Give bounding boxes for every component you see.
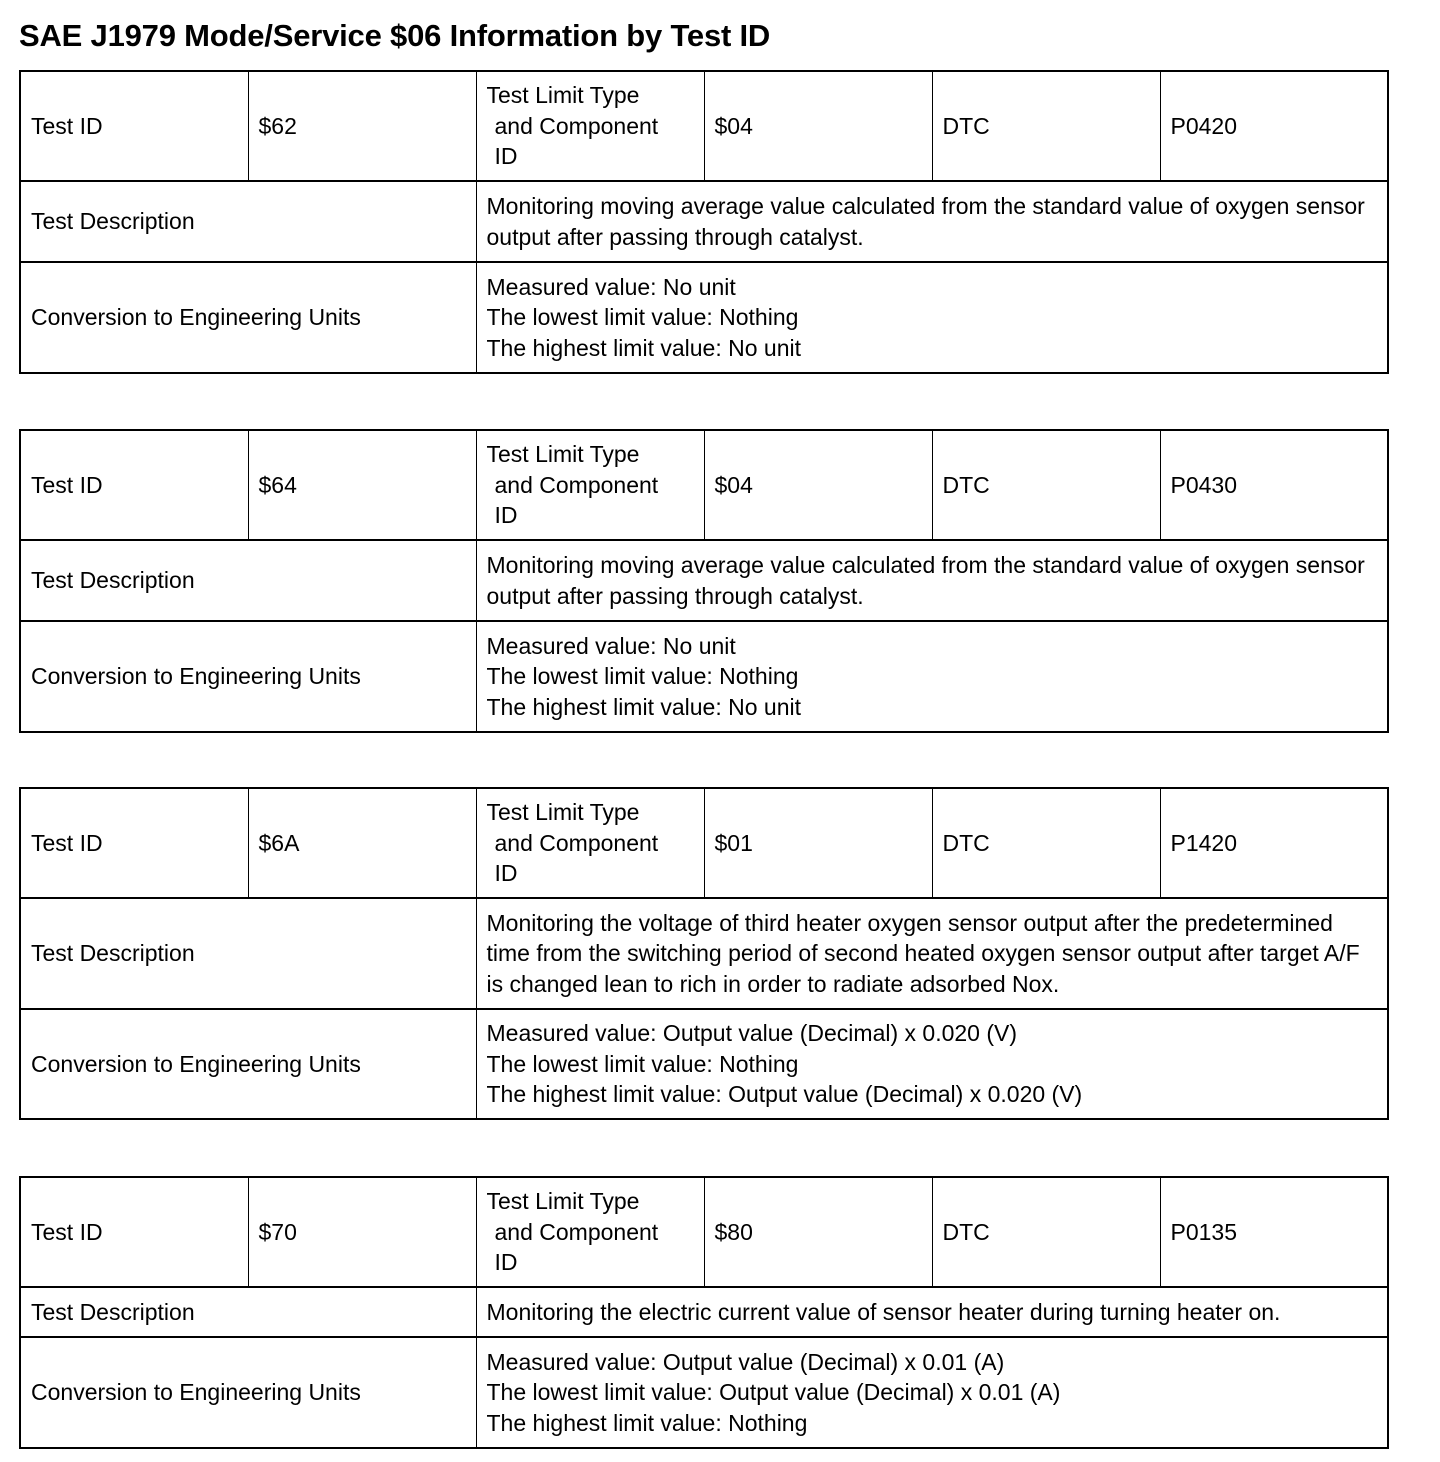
measured-value: Measured value: No unit (486, 273, 736, 300)
test-id-value: $64 (248, 430, 476, 540)
table-row-description (20, 898, 1388, 1009)
conversion-value (476, 621, 1388, 732)
dtc-label: DTC (932, 71, 1160, 181)
highest-limit: The highest limit value: No unit (486, 334, 801, 361)
lowest-limit: The lowest limit value: Nothing (486, 663, 799, 690)
test-id-label: Test ID (20, 1177, 248, 1287)
test-id-label: Test ID (20, 71, 248, 181)
measured-value: Measured value: Output value (Decimal) x 0.01 (A) (486, 1348, 1005, 1375)
conversion-label: Conversion to Engineering Units (20, 1337, 476, 1448)
table-row-header (20, 788, 1388, 898)
highest-limit: The highest limit value: No unit (486, 693, 801, 720)
table-row-description (20, 1287, 1388, 1337)
conversion-value (476, 262, 1388, 373)
table-row-conversion (20, 1337, 1388, 1448)
page-title: SAE J1979 Mode/Service $06 Information by Test ID (19, 18, 771, 53)
dtc-value: P0135 (1160, 1177, 1388, 1287)
highest-limit: The highest limit value: Output value (Decimal) x 0.020 (V) (486, 1081, 1083, 1108)
conversion-label: Conversion to Engineering Units (20, 1009, 476, 1119)
measured-value: Measured value: No unit (486, 632, 736, 659)
limit-type-value: $04 (704, 430, 932, 540)
test-id-table-3 (19, 787, 1389, 1120)
test-description-label: Test Description (20, 898, 476, 1009)
dtc-value: P1420 (1160, 788, 1388, 898)
dtc-label: DTC (932, 788, 1160, 898)
highest-limit: The highest limit value: Nothing (486, 1409, 808, 1436)
conversion-value (476, 1337, 1388, 1448)
table-row-header (20, 430, 1388, 540)
limit-type-label: Test Limit Type and Component ID (476, 430, 704, 540)
conversion-label: Conversion to Engineering Units (20, 621, 476, 732)
dtc-label: DTC (932, 430, 1160, 540)
test-id-label: Test ID (20, 788, 248, 898)
test-id-value: $6A (248, 788, 476, 898)
test-id-table-4 (19, 1176, 1389, 1449)
limit-type-label: Test Limit Type and Component ID (476, 788, 704, 898)
limit-type-label: Test Limit Type and Component ID (476, 1177, 704, 1287)
dtc-value: P0420 (1160, 71, 1388, 181)
dtc-label: DTC (932, 1177, 1160, 1287)
conversion-value (476, 1009, 1388, 1119)
lowest-limit: The lowest limit value: Nothing (486, 304, 799, 331)
table-row-header (20, 1177, 1388, 1287)
test-description-label: Test Description (20, 181, 476, 262)
test-description-value: Monitoring the electric current value of sensor heater during turning heater on. (476, 1287, 1388, 1337)
measured-value: Measured value: Output value (Decimal) x 0.020 (V) (486, 1020, 1018, 1047)
limit-type-value: $04 (704, 71, 932, 181)
test-description-value: Monitoring moving average value calculated from the standard value of oxygen sensor output after passing through catalyst. (476, 181, 1388, 262)
test-id-table-2 (19, 429, 1389, 733)
test-id-value: $62 (248, 71, 476, 181)
limit-type-value: $80 (704, 1177, 932, 1287)
table-row-conversion (20, 1009, 1388, 1119)
table-row-header (20, 71, 1388, 181)
table-row-description (20, 181, 1388, 262)
table-row-conversion (20, 621, 1388, 732)
test-description-value: Monitoring the voltage of third heater oxygen sensor output after the predetermined time from the switching period of second heated oxygen sensor output after target A/F is changed lean to rich in order to radiate adsorbed Nox. (476, 898, 1388, 1009)
lowest-limit: The lowest limit value: Nothing (486, 1050, 799, 1077)
test-id-table-1 (19, 70, 1389, 374)
table-row-description (20, 540, 1388, 621)
table-row-conversion (20, 262, 1388, 373)
test-description-label: Test Description (20, 540, 476, 621)
conversion-label: Conversion to Engineering Units (20, 262, 476, 373)
dtc-value: P0430 (1160, 430, 1388, 540)
test-description-label: Test Description (20, 1287, 476, 1337)
lowest-limit: The lowest limit value: Output value (Decimal) x 0.01 (A) (486, 1379, 1061, 1406)
test-id-label: Test ID (20, 430, 248, 540)
test-description-value: Monitoring moving average value calculated from the standard value of oxygen sensor output after passing through catalyst. (476, 540, 1388, 621)
limit-type-label: Test Limit Type and Component ID (476, 71, 704, 181)
limit-type-value: $01 (704, 788, 932, 898)
test-id-value: $70 (248, 1177, 476, 1287)
